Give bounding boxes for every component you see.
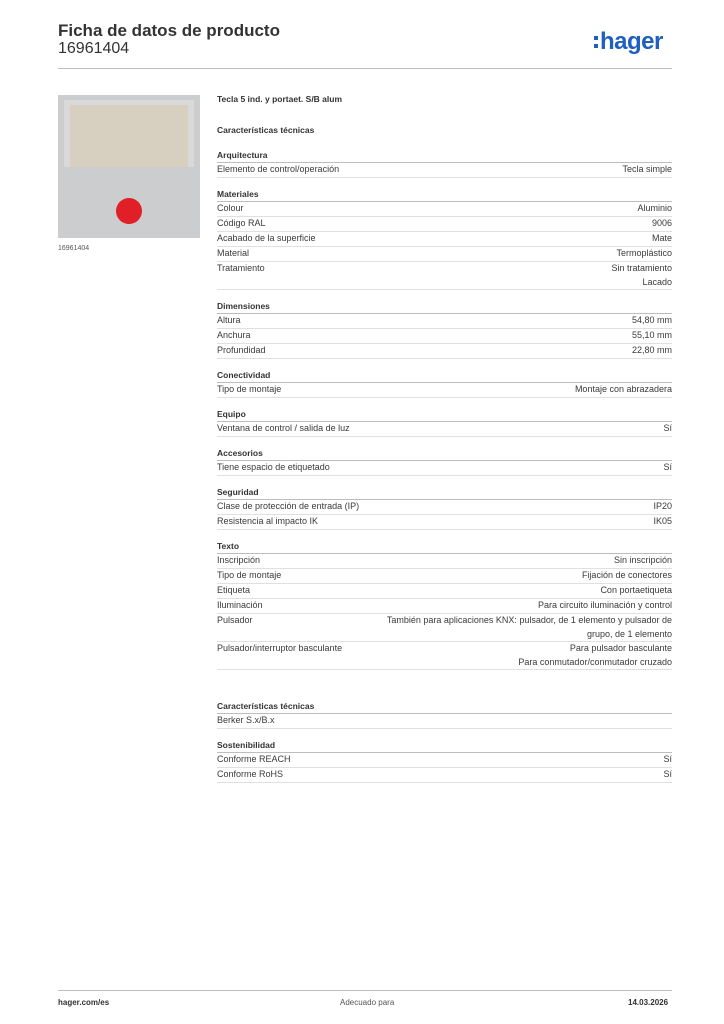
- spec-value: [652, 217, 672, 231]
- spec-value-line: Sí: [663, 754, 672, 764]
- spec-row: [217, 314, 672, 329]
- product-code: 16961404: [58, 40, 130, 57]
- red-indicator-lens: [116, 198, 142, 224]
- spec-value: [653, 515, 672, 529]
- spec-label: Código RAL: [217, 218, 266, 228]
- spec-value-line: 9006: [651, 218, 672, 228]
- spec-label: Tipo de montaje: [217, 384, 282, 394]
- section-title: Arquitectura: [217, 148, 672, 163]
- footer-note: Adecuado para: [340, 998, 395, 1007]
- spec-value: [663, 461, 672, 475]
- spec-row: [217, 753, 672, 768]
- spec-value-line: Montaje con abrazadera: [574, 384, 672, 394]
- spec-row: [217, 515, 672, 530]
- section-spacer: [217, 679, 672, 699]
- spec-value: [637, 202, 672, 216]
- spec-row: [217, 768, 672, 783]
- spec-label: Profundidad: [217, 345, 266, 355]
- section-title: Características técnicas: [217, 699, 672, 714]
- spec-label: Iluminación: [217, 600, 263, 610]
- spec-section: [217, 485, 672, 530]
- spec-value-line: Mate: [651, 233, 672, 243]
- footer-date: 14.03.2026: [628, 998, 669, 1007]
- spec-value-line: grupo, de 1 elemento: [586, 628, 672, 639]
- section-title: Texto: [217, 539, 672, 554]
- spec-value-line: IP20: [653, 501, 672, 511]
- spec-row: [217, 217, 672, 232]
- spec-value: [600, 584, 672, 598]
- spec-section: [217, 187, 672, 290]
- spec-row: [217, 461, 672, 476]
- spec-section: [217, 148, 672, 178]
- spec-value-line: Sin tratamiento: [611, 263, 672, 273]
- header-divider: [58, 68, 672, 69]
- page-title: Ficha de datos de producto: [58, 21, 280, 40]
- spec-value: [614, 554, 672, 568]
- spec-value-line: Para pulsador basculante: [569, 643, 672, 653]
- hager-logo: [594, 28, 663, 56]
- spec-section: [217, 368, 672, 398]
- spec-row: [217, 569, 672, 584]
- spec-value: [632, 314, 672, 328]
- spec-value-line: IK05: [653, 516, 672, 526]
- spec-row: [217, 714, 672, 729]
- spec-row: [217, 262, 672, 290]
- spec-row: [217, 202, 672, 217]
- spec-row: [217, 642, 672, 670]
- logo-colon-icon: [594, 28, 599, 52]
- spec-value: [622, 163, 672, 177]
- spec-label: Resistencia al impacto IK: [217, 516, 319, 526]
- spec-value-line: Termoplástico: [616, 248, 672, 258]
- section-title: Conectividad: [217, 368, 672, 383]
- spec-row: [217, 599, 672, 614]
- spec-label: Tiene espacio de etiquetado: [217, 462, 330, 472]
- spec-label: Berker S.x/B.x: [217, 715, 275, 725]
- spec-table: [217, 94, 672, 792]
- spec-value: [663, 422, 672, 436]
- footer-url: hager.com/es: [58, 998, 110, 1007]
- spec-row: [217, 422, 672, 437]
- spec-value-line: Sí: [663, 423, 672, 433]
- section-title: Equipo: [217, 407, 672, 422]
- spec-value-line: Sí: [663, 462, 672, 472]
- spec-label: Ventana de control / salida de luz: [217, 423, 350, 433]
- section-title: Dimensiones: [217, 299, 672, 314]
- main-title: Características técnicas: [217, 125, 315, 135]
- spec-value: [387, 614, 672, 641]
- spec-section: [217, 446, 672, 476]
- spec-value-line: Para circuito iluminación y control: [537, 600, 672, 610]
- spec-value: [611, 262, 672, 289]
- spec-value: [632, 344, 672, 358]
- spec-label: Tratamiento: [217, 263, 265, 273]
- spec-sections: [217, 148, 672, 783]
- spec-label: Acabado de la superficie: [217, 233, 316, 243]
- spec-value: [616, 247, 672, 261]
- spec-label: Conforme REACH: [217, 754, 291, 764]
- label-window: [64, 100, 194, 167]
- spec-row: [217, 247, 672, 262]
- spec-label: Pulsador: [217, 615, 253, 625]
- spec-label: Inscripción: [217, 555, 261, 565]
- spec-label: Elemento de control/operación: [217, 164, 340, 174]
- spec-label: Conforme RoHS: [217, 769, 284, 779]
- spec-value-line: Tecla simple: [622, 164, 672, 174]
- spec-section: [217, 299, 672, 359]
- spec-label: Pulsador/interruptor basculante: [217, 643, 343, 653]
- product-name: Tecla 5 ind. y portaet. S/B alum: [217, 94, 343, 104]
- spec-value: [653, 500, 672, 514]
- spec-value: [632, 329, 672, 343]
- label-window-insert: [70, 105, 188, 167]
- spec-value: [582, 569, 672, 583]
- section-title: Sostenibilidad: [217, 738, 672, 753]
- spec-value-line: Para conmutador/conmutador cruzado: [518, 656, 672, 667]
- spec-row: [217, 163, 672, 178]
- spec-row: [217, 584, 672, 599]
- spec-section: [217, 699, 672, 729]
- spec-label: Etiqueta: [217, 585, 251, 595]
- spec-row: [217, 232, 672, 247]
- spec-label: Altura: [217, 315, 241, 325]
- spec-value-line: Fijación de conectores: [581, 570, 672, 580]
- spec-section: [217, 539, 672, 670]
- spec-label: Clase de protección de entrada (IP): [217, 501, 360, 511]
- spec-value-line: 55,10 mm: [631, 330, 672, 340]
- spec-section: [217, 407, 672, 437]
- logo-text: hager: [600, 28, 663, 55]
- spec-value: [538, 599, 672, 613]
- image-caption: 16961404: [58, 245, 90, 252]
- spec-value: [652, 232, 672, 246]
- footer-divider: [58, 990, 672, 991]
- spec-value-line: Sin inscripción: [613, 555, 672, 565]
- spec-row: [217, 554, 672, 569]
- spec-value-line: Sí: [663, 769, 672, 779]
- spec-row: [217, 500, 672, 515]
- spec-label: Tipo de montaje: [217, 570, 282, 580]
- product-image: [58, 95, 200, 238]
- spec-value: [663, 768, 672, 782]
- spec-value: [663, 753, 672, 767]
- spec-row: [217, 344, 672, 359]
- spec-label: Colour: [217, 203, 244, 213]
- spec-value-line: También para aplicaciones KNX: pulsador, de 1 elemento y pulsador de: [386, 615, 672, 625]
- spec-row: [217, 614, 672, 642]
- spec-label: Material: [217, 248, 250, 258]
- spec-section: [217, 738, 672, 783]
- spec-value-line: 54,80 mm: [631, 315, 672, 325]
- section-title: Materiales: [217, 187, 672, 202]
- spec-row: [217, 383, 672, 398]
- section-title: Accesorios: [217, 446, 672, 461]
- spec-value-line: Con portaetiqueta: [600, 585, 672, 595]
- spec-value: [575, 383, 672, 397]
- spec-row: [217, 329, 672, 344]
- spec-value: [518, 642, 672, 669]
- spec-value-line: 22,80 mm: [631, 345, 672, 355]
- section-title: Seguridad: [217, 485, 672, 500]
- spec-value-line: Lacado: [642, 276, 672, 287]
- spec-label: Anchura: [217, 330, 251, 340]
- spec-value-line: Aluminio: [637, 203, 672, 213]
